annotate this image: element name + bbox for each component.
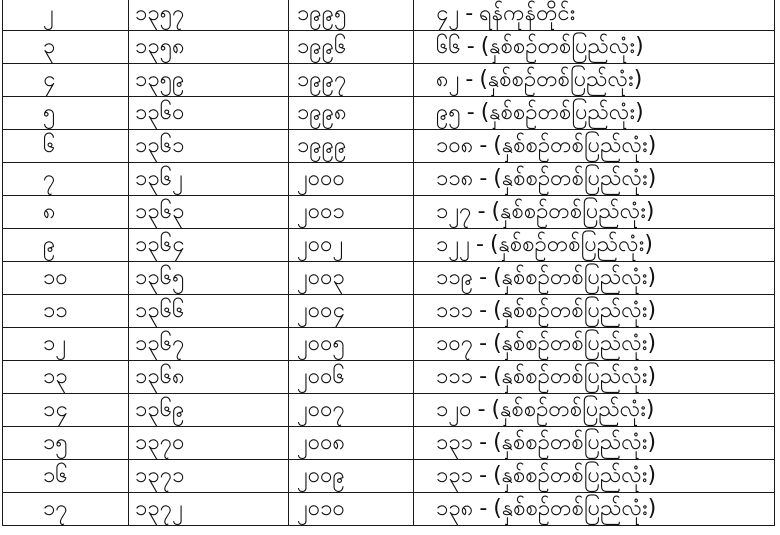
cell-count-region (414, 196, 775, 229)
cell-myanmar-year: ၁၃၆၆ (129, 295, 289, 328)
count-value: ၁၃၈ (436, 496, 474, 521)
cell-count-region (414, 229, 775, 262)
table-row (3, 64, 775, 97)
cell-count-region (414, 97, 775, 130)
cell-myanmar-year: ၁၃၇၀ (129, 427, 289, 460)
cell-count-region (414, 0, 775, 31)
count-value: ၁၃၁ (436, 430, 474, 455)
table-row (3, 229, 775, 262)
cell-myanmar-year: ၁၃၆၅ (129, 262, 289, 295)
cell-count-region (414, 394, 775, 427)
cell-count-region (414, 328, 775, 361)
separator-dash: - (479, 265, 488, 290)
cell-myanmar-year: ၁၃၆၄ (129, 229, 289, 262)
cell-ad-year: ၂၀၀၉ (289, 460, 414, 493)
cell-ad-year: ၁၉၉၈ (289, 97, 414, 130)
count-value: ၁၁၈ (436, 166, 474, 191)
cell-ad-year: ၂၀၀၂ (289, 229, 414, 262)
records-table (2, 0, 775, 526)
cell-myanmar-year: ၁၃၆၈ (129, 361, 289, 394)
separator-dash: - (479, 364, 488, 389)
table-row (3, 97, 775, 130)
table-row (3, 262, 775, 295)
count-value: ၆၆ (436, 34, 461, 59)
cell-myanmar-year: ၁၃၇၂ (129, 493, 289, 526)
cell-row-number: ၂ (3, 0, 129, 31)
cell-count-region (414, 64, 775, 97)
cell-row-number: ၁၆ (3, 460, 129, 493)
separator-dash: - (465, 1, 474, 26)
cell-ad-year: ၂၀၀၇ (289, 394, 414, 427)
cell-row-number: ၁၀ (3, 262, 129, 295)
region-label: (နှစ်စဉ်တစ်ပြည်လုံး) (493, 133, 657, 158)
region-label: (နှစ်စဉ်တစ်ပြည်လုံး) (493, 265, 657, 290)
count-value: ၁၁၁ (436, 298, 474, 323)
cell-row-number: ၁၃ (3, 361, 129, 394)
region-label: (နှစ်စဉ်တစ်ပြည်လုံး) (489, 232, 653, 257)
cell-myanmar-year: ၁၃၆၃ (129, 196, 289, 229)
count-value: ၁၂၀ (436, 397, 472, 422)
cell-myanmar-year: ၁၃၇၁ (129, 460, 289, 493)
cell-count-region (414, 163, 775, 196)
table-row (3, 0, 775, 31)
cell-row-number: ၁၇ (3, 493, 129, 526)
cell-row-number: ၇ (3, 163, 129, 196)
cell-row-number: ၁၁ (3, 295, 129, 328)
count-value: ၉၅ (436, 100, 461, 125)
cell-myanmar-year: ၁၃၅၈ (129, 31, 289, 64)
separator-dash: - (479, 430, 488, 455)
count-value: ၁၂၇ (436, 199, 472, 224)
cell-ad-year: ၁၉၉၉ (289, 130, 414, 163)
region-label: (နှစ်စဉ်တစ်ပြည်လုံး) (493, 496, 657, 521)
cell-ad-year: ၂၀၀၄ (289, 295, 414, 328)
cell-row-number: ၄ (3, 64, 129, 97)
region-label: (နှစ်စဉ်တစ်ပြည်လုံး) (493, 166, 657, 191)
cell-count-region (414, 130, 775, 163)
region-label: (နှစ်စဉ်တစ်ပြည်လုံး) (491, 199, 655, 224)
cell-count-region (414, 31, 775, 64)
separator-dash: - (479, 331, 488, 356)
region-label: (နှစ်စဉ်တစ်ပြည်လုံး) (493, 463, 657, 488)
cell-ad-year: ၂၀၁၀ (289, 493, 414, 526)
cell-row-number: ၈ (3, 196, 129, 229)
cell-ad-year: ၁၉၉၅ (289, 0, 414, 31)
cell-row-number: ၁၅ (3, 427, 129, 460)
separator-dash: - (477, 199, 486, 224)
cell-myanmar-year: ၁၃၆၇ (129, 328, 289, 361)
table-row (3, 328, 775, 361)
region-label: (နှစ်စဉ်တစ်ပြည်လုံး) (493, 331, 657, 356)
separator-dash: - (479, 496, 488, 521)
cell-row-number: ၉ (3, 229, 129, 262)
region-label: ရန်ကုန်တိုင်း (479, 1, 576, 26)
cell-row-number: ၁၂ (3, 328, 129, 361)
cell-row-number: ၁၄ (3, 394, 129, 427)
region-label: (နှစ်စဉ်တစ်ပြည်လုံး) (491, 397, 655, 422)
count-value: ၁၁၁ (436, 364, 474, 389)
cell-count-region (414, 262, 775, 295)
table-row (3, 196, 775, 229)
cell-count-region (414, 427, 775, 460)
table-row (3, 295, 775, 328)
cell-count-region (414, 460, 775, 493)
separator-dash: - (466, 100, 475, 125)
cell-row-number: ၃ (3, 31, 129, 64)
table-row (3, 427, 775, 460)
separator-dash: - (465, 67, 474, 92)
count-value: ၄၂ (436, 1, 460, 26)
cell-ad-year: ၂၀၀၁ (289, 196, 414, 229)
separator-dash: - (466, 34, 475, 59)
table-row (3, 493, 775, 526)
table-row (3, 361, 775, 394)
region-label: (နှစ်စဉ်တစ်ပြည်လုံး) (493, 430, 657, 455)
cell-ad-year: ၁၉၉၆ (289, 31, 414, 64)
cell-myanmar-year: ၁၃၆၂ (129, 163, 289, 196)
cell-ad-year: ၂၀၀၀ (289, 163, 414, 196)
separator-dash: - (479, 298, 488, 323)
count-value: ၁၂၂ (436, 232, 470, 257)
table-row (3, 130, 775, 163)
table-row (3, 31, 775, 64)
count-value: ၁၃၁ (436, 463, 474, 488)
region-label: (နှစ်စဉ်တစ်ပြည်လုံး) (493, 364, 657, 389)
cell-count-region (414, 295, 775, 328)
separator-dash: - (479, 166, 488, 191)
region-label: (နှစ်စဉ်တစ်ပြည်လုံး) (480, 34, 644, 59)
table-row (3, 163, 775, 196)
separator-dash: - (476, 232, 484, 257)
table-row (3, 460, 775, 493)
cell-ad-year: ၂၀၀၈ (289, 427, 414, 460)
separator-dash: - (479, 133, 488, 158)
count-value: ၁၀၇ (436, 331, 474, 356)
cell-myanmar-year: ၁၃၅၉ (129, 64, 289, 97)
cell-ad-year: ၂၀၀၃ (289, 262, 414, 295)
cell-myanmar-year: ၁၃၅၇ (129, 0, 289, 31)
region-label: (နှစ်စဉ်တစ်ပြည်လုံး) (480, 100, 644, 125)
region-label: (နှစ်စဉ်တစ်ပြည်လုံး) (493, 298, 657, 323)
table-row (3, 394, 775, 427)
separator-dash: - (477, 397, 486, 422)
count-value: ၈၂ (436, 67, 460, 92)
region-label: (နှစ်စဉ်တစ်ပြည်လုံး) (479, 67, 643, 92)
cell-row-number: ၆ (3, 130, 129, 163)
cell-ad-year: ၁၉၉၇ (289, 64, 414, 97)
cell-myanmar-year: ၁၃၆၉ (129, 394, 289, 427)
cell-myanmar-year: ၁၃၆၀ (129, 97, 289, 130)
cell-myanmar-year: ၁၃၆၁ (129, 130, 289, 163)
records-table-body (3, 0, 775, 526)
cell-count-region (414, 361, 775, 394)
count-value: ၁၀၈ (436, 133, 474, 158)
cell-ad-year: ၂၀၀၅ (289, 328, 414, 361)
count-value: ၁၁၉ (436, 265, 474, 290)
separator-dash: - (479, 463, 488, 488)
cell-count-region (414, 493, 775, 526)
cell-ad-year: ၂၀၀၆ (289, 361, 414, 394)
cell-row-number: ၅ (3, 97, 129, 130)
